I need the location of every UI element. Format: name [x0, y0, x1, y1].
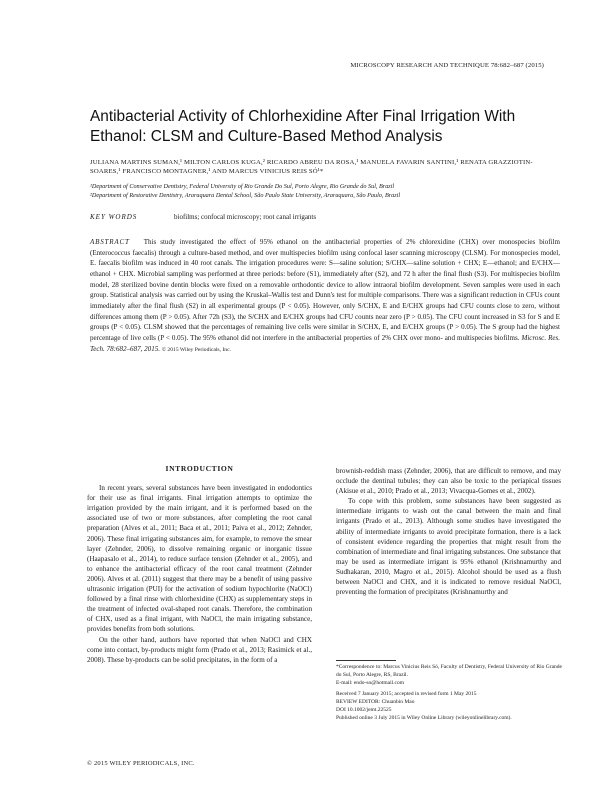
intro-paragraph-4: To cope with this problem, some substances have been suggested as intermediate irrigants to wash out the canal between the main and final irrigants (Prado et al., 2013). Although some studies have investigated the ability of intermediate irrigants to avoid precipitate formation, there is a lack of consistent evidence regarding the properties that might result from the combination of intermediate and final irrigating substances. One substance that may be used as intermediate irrigant is 95% ethanol (Krishnamurthy and Sudhakaran, 2010, Magro et al., 2015). Alcohol should be used as a flush between NaOCl and CHX, and it is indicated to remove residual NaOCl, preventing the formation of precipitates (Krishnamurthy and: [336, 497, 561, 597]
abstract: [90, 237, 560, 355]
abstract-text: This study investigated the effect of 95% ethanol on the antibacterial properties of 2% chlorexidine (CHX) over monospecies biofilm (Enterococcus faecalis) through a culture-based method, and over multispecies biofilm using confocal laser scanning microscopy (CLSM). For monospecies model, E. faecalis biofilm was induced in 40 root canals. The irrigation procedures were: S—saline solution; S/CHX—saline solution + CHX; E—ethanol; and E/CHX—ethanol + CHX. Microbial sampling was performed at three periods: before (S1), immediately after (S2), and 72 h after the final flush (S3). For multispecies biofilm model, 28 sterilized bovine dentin blocks were fixed on a removable orthodontic device to allow intraoral biofilm development. Seven samples were used in each group. Statistical analysis was carried out by using the Kruskal–Wallis test and Dunn's test for multiple comparisons. There was a significant reduction in CFUs count immediately after the final flush (S2) in all experimental groups (P < 0.05). However, only S/CHX, E and E/CHX groups had CFU counts close to zero, without differences among them (P > 0.05). After 72h (S3), the S/CHX and E/CHX groups had CFU counts near zero (P > 0.05). The CFU count increased in S3 for S and E groups (P < 0.05). CLSM showed that the percentages of remaining live cells were similar in S/CHX, E, and E/CHX groups (P > 0.05). The S group had the highest percentage of live cells (P < 0.05). The 95% ethanol did not interfere in the antibacterial properties of 2% CHX over mono- and multispecies biofilms.: [90, 238, 560, 342]
abstract-citation: Microsc. Res. Tech. 78:682–687, 2015.: [90, 333, 561, 353]
intro-paragraph-3: brownish-reddish mass (Zehnder, 2006), that are difficult to remove, and may occlude the dentinal tubules; they can also be toxic to the periapical tissues (Akisue et al., 2010; Prado et al., 2013; Vivacqua-Gomes et al., 2002).: [336, 467, 561, 496]
correspondence-note: *Correspondence to: Marcus Vinicius Reis Só, Faculty of Dentistry, Federal University of Rio Grande do Sul, Porto Alegre, RS, Brazil.: [336, 664, 562, 678]
review-editor: REVIEW EDITOR: Chuanbin Mao: [336, 699, 415, 706]
keywords-label: KEY WORDS: [90, 213, 138, 221]
running-head: MICROSCOPY RESEARCH AND TECHNIQUE 78:682–687 (2015): [350, 62, 544, 69]
intro-paragraph-1: In recent years, several substances have been investigated in endodontics for their use as final irrigants. Final irrigation attempts to optimize the irrigation provided by the main irrigant, and it is performed based on the associated use of two or more substances, after completing the root canal preparation (Alves et al., 2011; Baca et al., 2011; Paiva et al., 2012; Zehnder, 2006). These final irrigating substances aim, for example, to remove the smear layer (Zehnder, 2006), to dissolve remaining organic or inorganic tissue (Haapasalo et al., 2014), to reduce surface tension (Zehnder et al., 2005), and to enhance the antibacterial efficacy of the root canal treatment (Zehnder 2006). Alves et al. (2011) suggest that there may be a benefit of using passive ultrasonic irrigation (PUI) for the activation of sodium hypochlorite (NaOCl) followed by a final rinse with chlorhexidine (CHX) as supplementary steps in the treatment of infected oval-shaped root canals. Therefore, the combination of CHX, used as a final irrigant, with NaOCl, the main irrigating substance, provides benefits from both solutions.: [87, 484, 312, 634]
intro-paragraph-2: On the other hand, authors have reported that when NaOCl and CHX come into contact, by-products might form (Prado et al., 2013; Rasimick et al., 2008). These by-products can be solid precipitates, in the form of a: [87, 635, 312, 664]
published-online: Published online 3 July 2015 in Wiley Online Library (wileyonlinelibrary.com).: [336, 714, 512, 721]
footnotes: [336, 664, 562, 723]
article-title: Antibacterial Activity of Chlorhexidine After Final Irrigation With Ethanol: CLSM and Culture-Based Method Analysis: [90, 108, 516, 145]
keywords-text: biofilms; confocal microscopy; root canal irrigants: [174, 213, 317, 221]
left-column: [87, 464, 312, 665]
affiliation-1: ¹Department of Conservative Dentistry, Federal University of Rio Grande Do Sul, Porto Alegre, Rio Grande do Sul, Brazil: [90, 183, 395, 190]
affiliation-2: ²Department of Restorative Dentistry, Araraquara Dental School, São Paulo State University, Araraquara, São Paulo, Brazil: [90, 191, 401, 199]
introduction-heading: INTRODUCTION: [165, 464, 234, 473]
affiliations: [90, 183, 560, 200]
abstract-copyright: © 2015 Wiley Periodicals, Inc.: [161, 346, 231, 353]
footnote-divider: [336, 660, 396, 661]
abstract-label: ABSTRACT: [90, 238, 130, 246]
keywords-row: [90, 213, 560, 221]
doi: DOI 10.1002/jemt.22525: [336, 706, 392, 713]
right-column: [336, 466, 561, 597]
author-list: JULIANA MARTINS SUMAN,¹ MILTON CARLOS KUGA,² RICARDO ABREU DA ROSA,¹ MANUELA FAVARIN SANTINI,¹ RENATA GRAZZIOTIN-SOARES,¹ FRANCISCO MONTAGNER,¹ AND MARCUS VINICIUS REIS SÓ¹*: [90, 159, 533, 176]
page-footer: © 2015 WILEY PERIODICALS, INC.: [87, 760, 195, 767]
received-date: Received 7 January 2015; accepted in revised form 1 May 2015: [336, 691, 477, 698]
correspondence-email: E-mail: endo-so@hotmail.com: [336, 679, 404, 686]
